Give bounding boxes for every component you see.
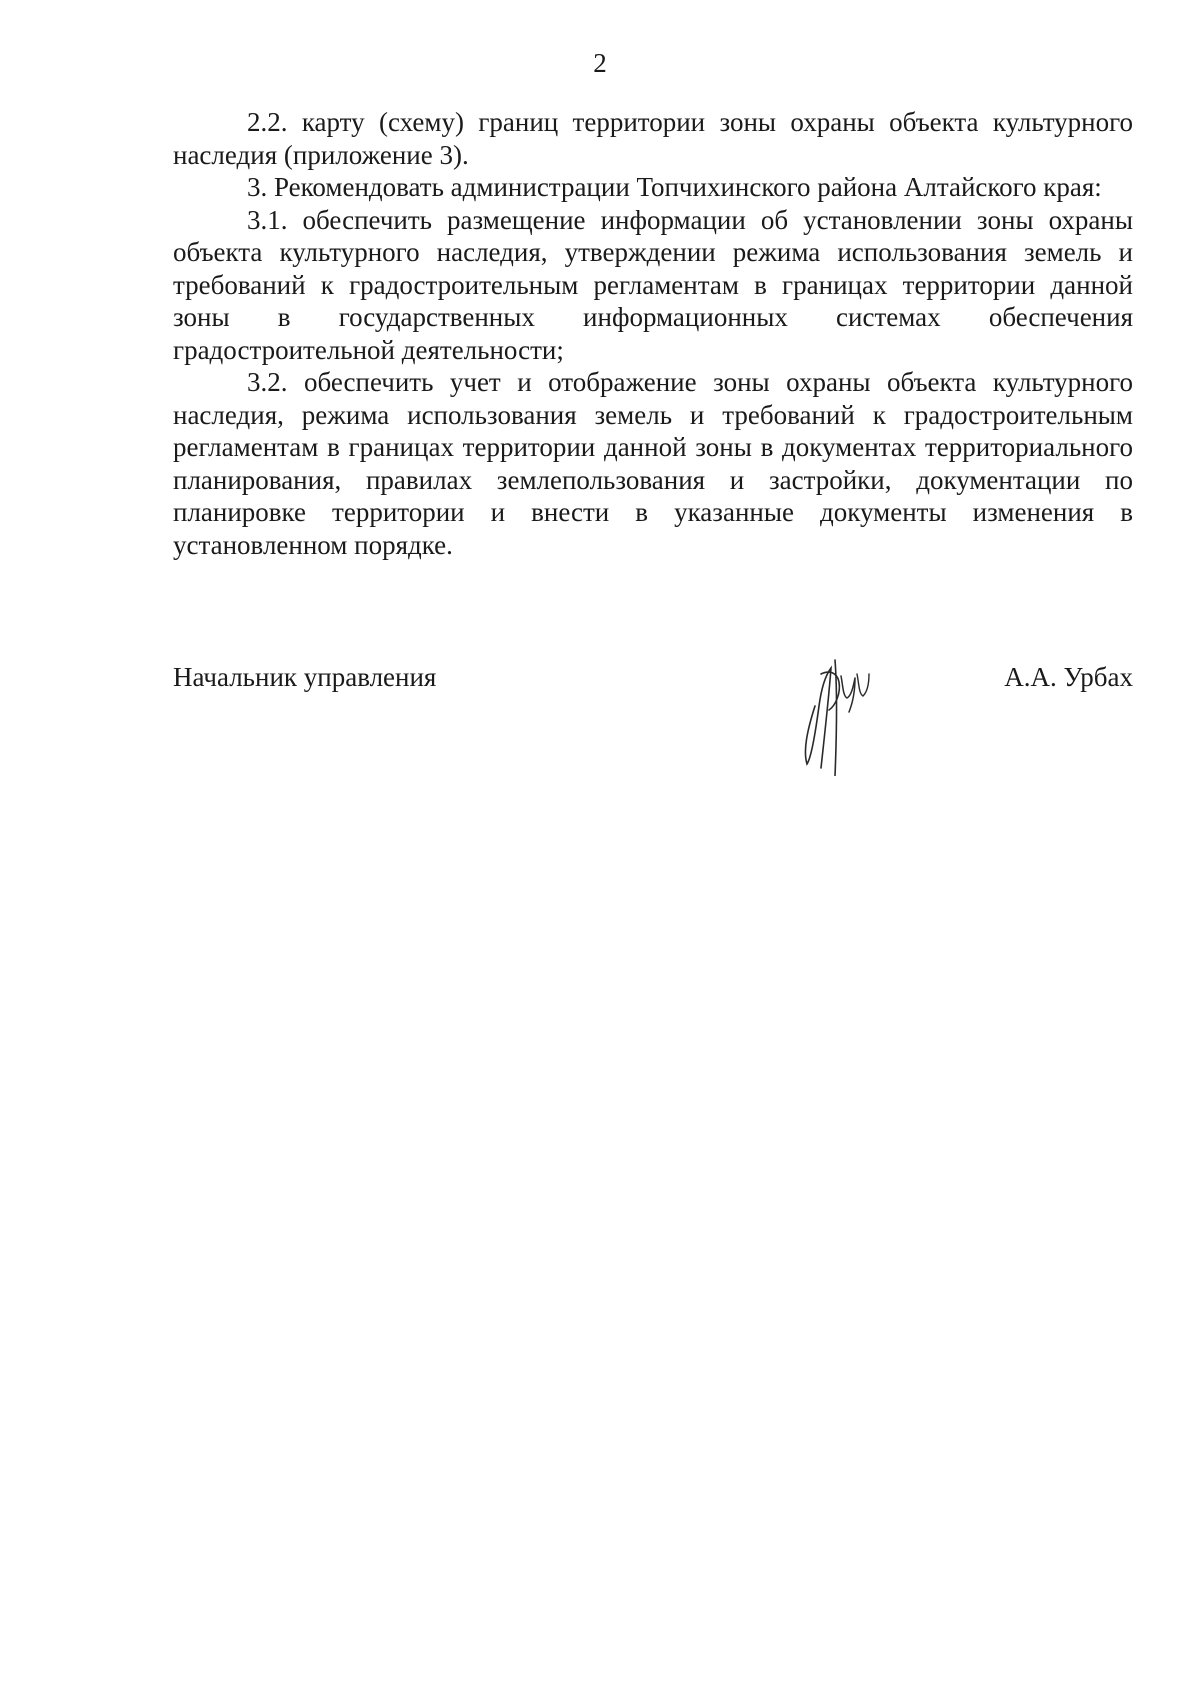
paragraph-3-2: 3.2. обеспечить учет и отображение зоны охраны объекта культурного наследия, режима использования земель и требований к градостроительным регламентам в границах территории данной зоны в документах территориального планирования, правилах землепользования и застройки, документации по планировке территории и внести в указанные документы изменения в установленном порядке. bbox=[173, 367, 1133, 560]
signatory-name: А.А. Урбах bbox=[1004, 662, 1133, 692]
signature-block bbox=[173, 662, 1133, 772]
document-body bbox=[173, 106, 1133, 561]
page-number: 2 bbox=[593, 48, 607, 78]
paragraph-2-2: 2.2. карту (схему) границ территории зоны охраны объекта культурного наследия (приложение 3). bbox=[173, 107, 1133, 170]
handwritten-signature bbox=[785, 646, 895, 776]
signatory-position: Начальник управления bbox=[173, 662, 437, 692]
paragraph-3-1: 3.1. обеспечить размещение информации об установлении зоны охраны объекта культурного наследия, утверждении режима использования земель и требований к градостроительным регламентам в границах территории данной зоны в государственных информационных системах обеспечения градостроительной деятельности; bbox=[173, 204, 1133, 365]
paragraph-3: 3. Рекомендовать администрации Топчихинского района Алтайского края: bbox=[247, 172, 1102, 202]
